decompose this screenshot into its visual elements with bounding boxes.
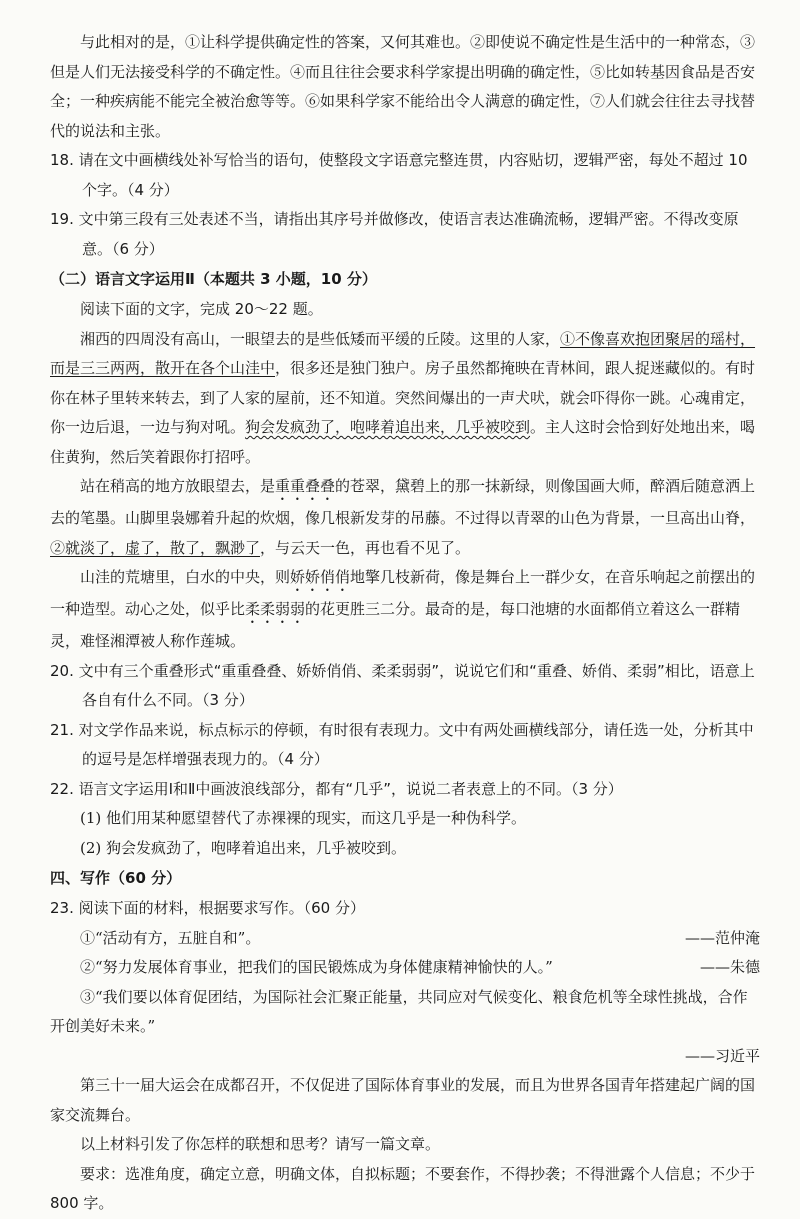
quote-author: ——范仲淹 (684, 928, 760, 947)
writing-requirements: 要求：选准角度，确定立意，明确文体，自拟标题；不要套作，不得抄袭；不得泄露个人信息；不少于 800 字。 (50, 1164, 756, 1212)
quote-3-author: ——习近平 (684, 1046, 760, 1065)
question-18: 18. 请在文中画横线处补写恰当的语句，使整段文字语意完整连贯，内容贴切，逻辑严密，每处不超过 10 个字。（4 分） (50, 151, 748, 199)
quote-author: ——朱德 (699, 958, 760, 976)
passage-paragraph: 与此相对的是，①让科学提供确定性的答案，又何其难也。②即使说不确定性是生活中的一种常态，③但是人们无法接受科学的不确定性。④而且往往会要求科学家提出明确的确定性，⑤比如转基因食品是否安全；一种疾病能不能完全被治愈等等。⑥如果科学家不能给出令人满意的确定性，⑦人们就会往往去寻找替代的说法和主张。 (50, 33, 756, 140)
text-run: 山洼的荒塘里，白水的中央，则 (80, 568, 291, 586)
question-22-item-1: (1) 他们用某种愿望替代了赤裸裸的现实，而这几乎是一种伪科学。 (80, 809, 527, 827)
text-run: 地擎几枝新荷，像是舞台上一群少女，在音乐响起之前摆出的一种造型。动心之处，似乎比 (50, 568, 756, 618)
wavy-underlined-phrase: 狗会发疯劲了，咆哮着追出来，几乎被咬到 (245, 418, 531, 436)
dotted-word-2: 娇娇俏俏 (290, 568, 351, 586)
dotted-word-3: 柔柔弱弱 (245, 600, 306, 618)
quote-1 (50, 924, 760, 954)
underlined-phrase-2: ②就淡了，虚了，散了，飘渺了 (50, 538, 261, 557)
question-22: 22. 语言文字运用Ⅰ和Ⅱ中画波浪线部分，都有“几乎”，说说二者表意上的不同。（3 分） (50, 779, 623, 798)
underlined-phrase-1: ①不像喜欢抱团聚居的瑶村，而是三三两两，散开在各个山洼中 (50, 329, 756, 377)
xiangxi-paragraph-1 (50, 325, 760, 473)
xiangxi-paragraph-2 (50, 472, 760, 563)
text-run: 的花更胜三二分。最奇的是，每口池塘的水面都俏立着这么一群精灵，难怪湘潭被人称作莲城。 (50, 600, 741, 650)
quote-text: ②“努力发展体育事业，把我们的国民锻炼成为身体健康精神愉快的人。” (80, 958, 553, 976)
question-22-item-2: (2) 狗会发疯劲了，咆哮着追出来，几乎被咬到。 (80, 838, 407, 857)
question-19: 19. 文中第三段有三处表述不当，请指出其序号并做修改，使语言表达准确流畅，逻辑严密。不得改变原意。（6 分） (50, 210, 739, 258)
material-context: 第三十一届大运会在成都召开，不仅促进了国际体育事业的发展，而且为世界各国青年搭建起广阔的国家交流舞台。 (50, 1076, 756, 1124)
question-21: 21. 对文学作品来说，标点标示的停顿，有时很有表现力。文中有两处画横线部分，请任选一处，分析其中的逗号是怎样增强表现力的。（4 分） (50, 720, 754, 768)
section-heading-part2: （二）语言文字运用Ⅱ（本题共 3 小题，10 分） (50, 270, 377, 288)
text-run: 的苍翠，黛碧上的那一抹新绿，则像国画大师，醉酒后随意洒上去的笔墨。山脚里袅娜着升起的炊烟，像几根新发芽的吊藤。不过得以青翠的山色为背景，一旦高出山脊， (50, 477, 756, 527)
quote-2 (50, 953, 760, 983)
section-heading-writing: 四、写作（60 分） (50, 869, 182, 887)
text-run: ，很多还是独门独户。房子虽然都掩映在青林间，跟人捉迷藏似的。有时你在林子里转来转去，到了人家的屋前，还不知道。突然间爆出的一声犬吠，就会吓得你一跳。心魂甫定，你一边后退，一边与狗对吼。 (50, 359, 756, 436)
text-run: 站在稍高的地方放眼望去，是 (80, 477, 276, 495)
writing-prompt: 以上材料引发了你怎样的联想和思考？请写一篇文章。 (80, 1135, 441, 1153)
quote-3: ③“我们要以体育促团结，为国际社会汇聚正能量，共同应对气候变化、粮食危机等全球性挑战，合作开创美好未来。” (50, 987, 748, 1035)
text-run: 。主人这时会恰到好处地出来，喝住黄狗，然后笑着跟你打招呼。 (50, 418, 756, 466)
question-20: 20. 文中有三个重叠形式“重重叠叠、娇娇俏俏、柔柔弱弱”，说说它们和“重叠、娇俏、柔弱”相比，语意上各自有什么不同。（3 分） (50, 661, 755, 709)
xiangxi-paragraph-3 (50, 563, 760, 657)
quote-text: ①“活动有方，五脏自和”。 (80, 928, 261, 947)
question-23: 23. 阅读下面的材料，根据要求写作。（60 分） (50, 899, 365, 917)
text-run: ，与云天一色，再也看不见了。 (260, 538, 471, 557)
dotted-word-1: 重重叠叠 (275, 477, 336, 495)
reading-instruction: 阅读下面的文字，完成 20～22 题。 (80, 300, 323, 318)
text-run: 湘西的四周没有高山，一眼望去的是些低矮而平缓的丘陵。这里的人家， (80, 329, 561, 348)
